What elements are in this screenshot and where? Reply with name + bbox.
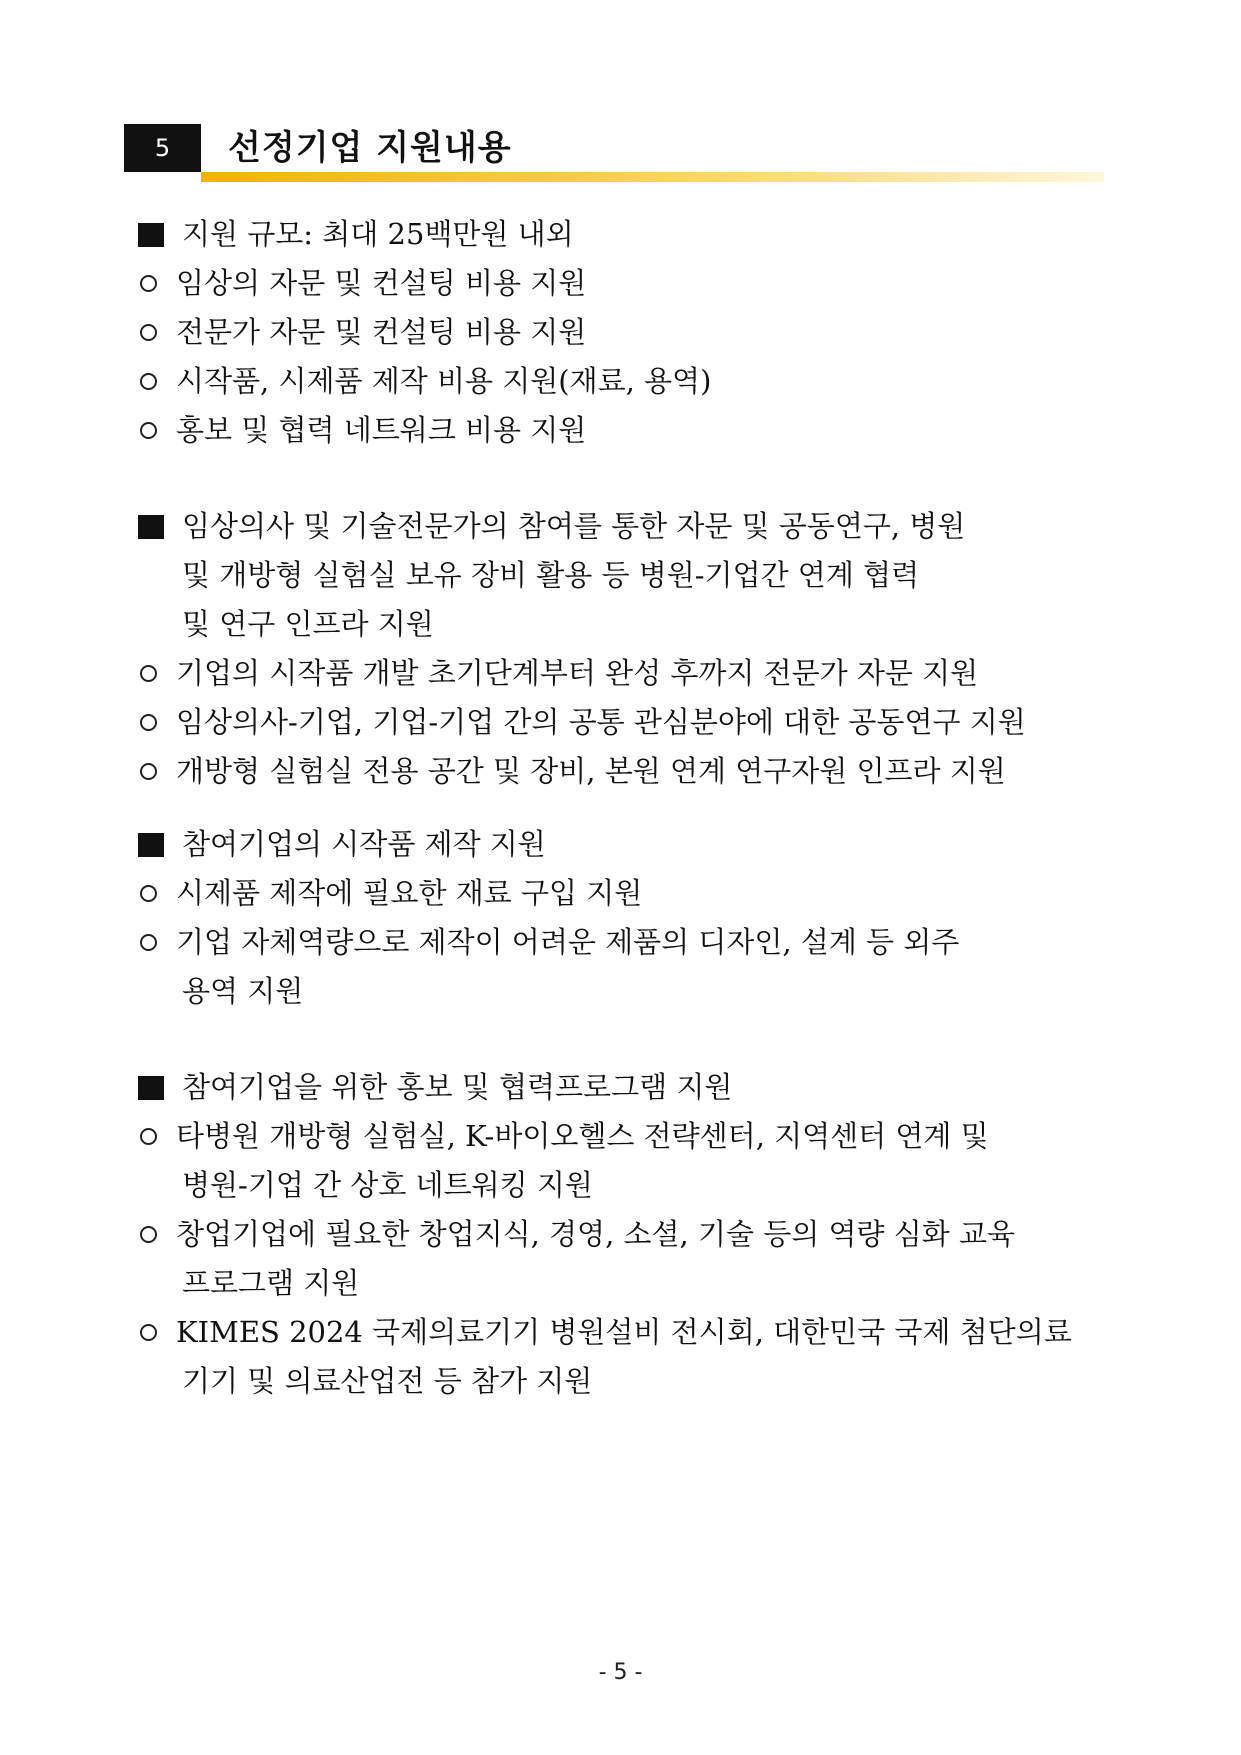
section-number-badge: 5 xyxy=(124,124,201,172)
circle-bullet-icon xyxy=(140,934,157,951)
heading-continuation xyxy=(124,551,1114,600)
list-item xyxy=(124,747,1114,796)
heading-text: 참여기업을 위한 홍보 및 협력프로그램 지원 xyxy=(182,1070,733,1104)
section-spacer xyxy=(124,455,1114,502)
list-item xyxy=(124,406,1114,455)
circle-bullet-icon xyxy=(140,1324,157,1341)
section-header xyxy=(124,124,1104,182)
list-item xyxy=(124,1112,1114,1161)
heading-line xyxy=(124,820,1114,869)
list-item-text: 기업의 시작품 개발 초기단계부터 완성 후까지 전문가 자문 지원 xyxy=(176,656,979,690)
heading-text: 지원 규모: 최대 25백만원 내외 xyxy=(182,217,574,251)
list-item-text: 창업기업에 필요한 창업지식, 경영, 소셜, 기술 등의 역량 심화 교육 xyxy=(176,1217,1015,1251)
square-bullet-icon xyxy=(138,833,164,857)
list-item xyxy=(124,357,1114,406)
circle-bullet-icon xyxy=(140,763,157,780)
list-item-continuation xyxy=(124,967,1114,1016)
list-item-text: 전문가 자문 및 컨설팅 비용 지원 xyxy=(176,315,587,349)
circle-bullet-icon xyxy=(140,324,157,341)
heading-line xyxy=(124,1063,1114,1112)
title-underline-bar xyxy=(201,172,1104,182)
list-item-text: 프로그램 지원 xyxy=(182,1266,360,1300)
list-item xyxy=(124,308,1114,357)
list-item-text: 용역 지원 xyxy=(182,974,304,1008)
square-bullet-icon xyxy=(138,1076,164,1100)
list-item xyxy=(124,1210,1114,1259)
list-item-continuation xyxy=(124,1161,1114,1210)
circle-bullet-icon xyxy=(140,714,157,731)
list-item-text: 임상의 자문 및 컨설팅 비용 지원 xyxy=(176,266,587,300)
heading-continuation xyxy=(124,600,1114,649)
document-body xyxy=(124,210,1114,1406)
section-spacer xyxy=(124,1016,1114,1063)
list-item xyxy=(124,918,1114,967)
heading-text: 참여기업의 시작품 제작 지원 xyxy=(182,827,546,861)
heading-line xyxy=(124,210,1114,259)
list-item-text: 시제품 제작에 필요한 재료 구입 지원 xyxy=(176,876,643,910)
circle-bullet-icon xyxy=(140,373,157,390)
circle-bullet-icon xyxy=(140,885,157,902)
section-title: 선정기업 지원내용 xyxy=(228,128,512,168)
square-bullet-icon xyxy=(138,223,164,247)
section-spacer xyxy=(124,796,1114,820)
list-item xyxy=(124,1308,1114,1357)
list-item-text: KIMES 2024 국제의료기기 병원설비 전시회, 대한민국 국제 첨단의료 xyxy=(176,1315,1072,1349)
circle-bullet-icon xyxy=(140,275,157,292)
list-item-text: 기업 자체역량으로 제작이 어려운 제품의 디자인, 설계 등 외주 xyxy=(176,925,960,959)
list-item xyxy=(124,259,1114,308)
list-item-text: 임상의사-기업, 기업-기업 간의 공통 관심분야에 대한 공동연구 지원 xyxy=(176,705,1026,739)
circle-bullet-icon xyxy=(140,1128,157,1145)
list-item-continuation xyxy=(124,1259,1114,1308)
circle-bullet-icon xyxy=(140,422,157,439)
page-number: - 5 - xyxy=(598,1660,643,1685)
list-item xyxy=(124,649,1114,698)
circle-bullet-icon xyxy=(140,665,157,682)
circle-bullet-icon xyxy=(140,1226,157,1243)
square-bullet-icon xyxy=(138,515,164,539)
heading-text: 및 개방형 실험실 보유 장비 활용 등 병원-기업간 연계 협력 xyxy=(182,558,920,592)
list-item-text: 개방형 실험실 전용 공간 및 장비, 본원 연계 연구자원 인프라 지원 xyxy=(176,754,1006,788)
list-item-continuation xyxy=(124,1357,1114,1406)
list-item-text: 홍보 및 협력 네트워크 비용 지원 xyxy=(176,413,587,447)
heading-text: 및 연구 인프라 지원 xyxy=(182,607,434,641)
list-item-text: 타병원 개방형 실험실, K-바이오헬스 전략센터, 지역센터 연계 및 xyxy=(176,1119,989,1153)
list-item-text: 병원-기업 간 상호 네트워킹 지원 xyxy=(182,1168,593,1202)
list-item xyxy=(124,869,1114,918)
heading-line xyxy=(124,502,1114,551)
heading-text: 임상의사 및 기술전문가의 참여를 통한 자문 및 공동연구, 병원 xyxy=(182,509,966,543)
list-item-text: 시작품, 시제품 제작 비용 지원(재료, 용역) xyxy=(176,364,712,398)
list-item xyxy=(124,698,1114,747)
list-item-text: 기기 및 의료산업전 등 참가 지원 xyxy=(182,1364,593,1398)
